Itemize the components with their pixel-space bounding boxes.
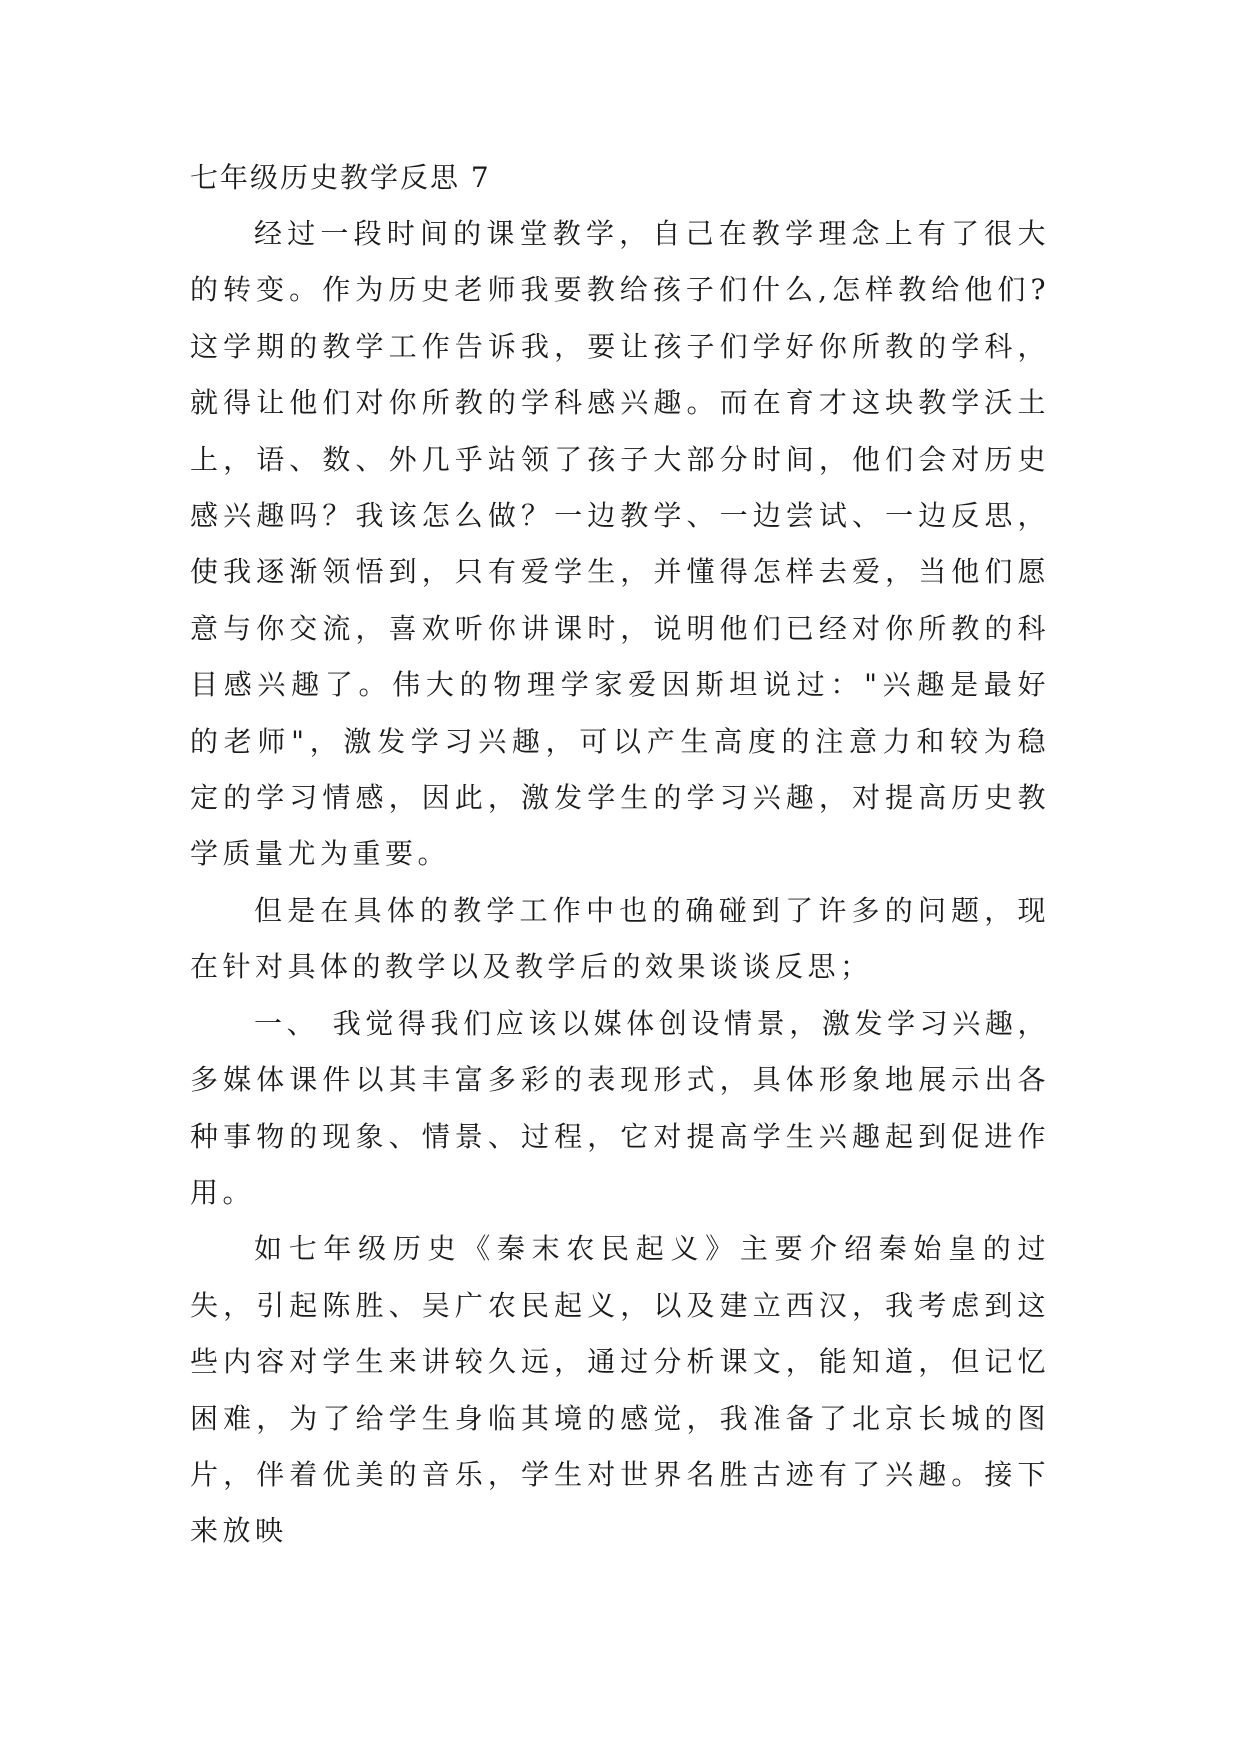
paragraph: 一、 我觉得我们应该以媒体创设情景，激发学习兴趣，多媒体课件以其丰富多彩的表现形式，具体形象地展示出各种事物的现象、情景、过程，它对提高学生兴趣起到促进作用。	[190, 1006, 1050, 1209]
document-title: 七年级历史教学反思 7	[190, 161, 491, 194]
paragraph: 经过一段时间的课堂教学，自己在教学理念上有了很大的转变。作为历史老师我要教给孩子们什么,怎样教给他们?这学期的教学工作告诉我，要让孩子们学好你所教的学科，就得让他们对你所教的学科感兴趣。而在育才这块教学沃土上，语、数、外几乎站领了孩子大部分时间，他们会对历史感兴趣吗？我该怎么做？一边教学、一边尝试、一边反思，使我逐渐领悟到，只有爱学生，并懂得怎样去爱，当他们愿意与你交流，喜欢听你讲课时，说明他们已经对你所教的科目感兴趣了。伟大的物理学家爱因斯坦说过："兴趣是最好的老师"，激发学习兴趣，可以产生高度的注意力和较为稳定的学习情感，因此，激发学生的学习兴趣，对提高历史教学质量尤为重要。	[190, 217, 1050, 871]
document-body	[190, 150, 1050, 1560]
paragraph: 如七年级历史《秦末农民起义》主要介绍秦始皇的过失，引起陈胜、吴广农民起义，以及建立西汉，我考虑到这些内容对学生来讲较久远，通过分析课文，能知道，但记忆困难，为了给学生身临其境的感觉，我准备了北京长城的图片，伴着优美的音乐，学生对世界名胜古迹有了兴趣。接下来放映	[190, 1232, 1050, 1548]
paragraph: 但是在具体的教学工作中也的确碰到了许多的问题，现在针对具体的教学以及教学后的效果谈谈反思；	[190, 893, 1050, 984]
